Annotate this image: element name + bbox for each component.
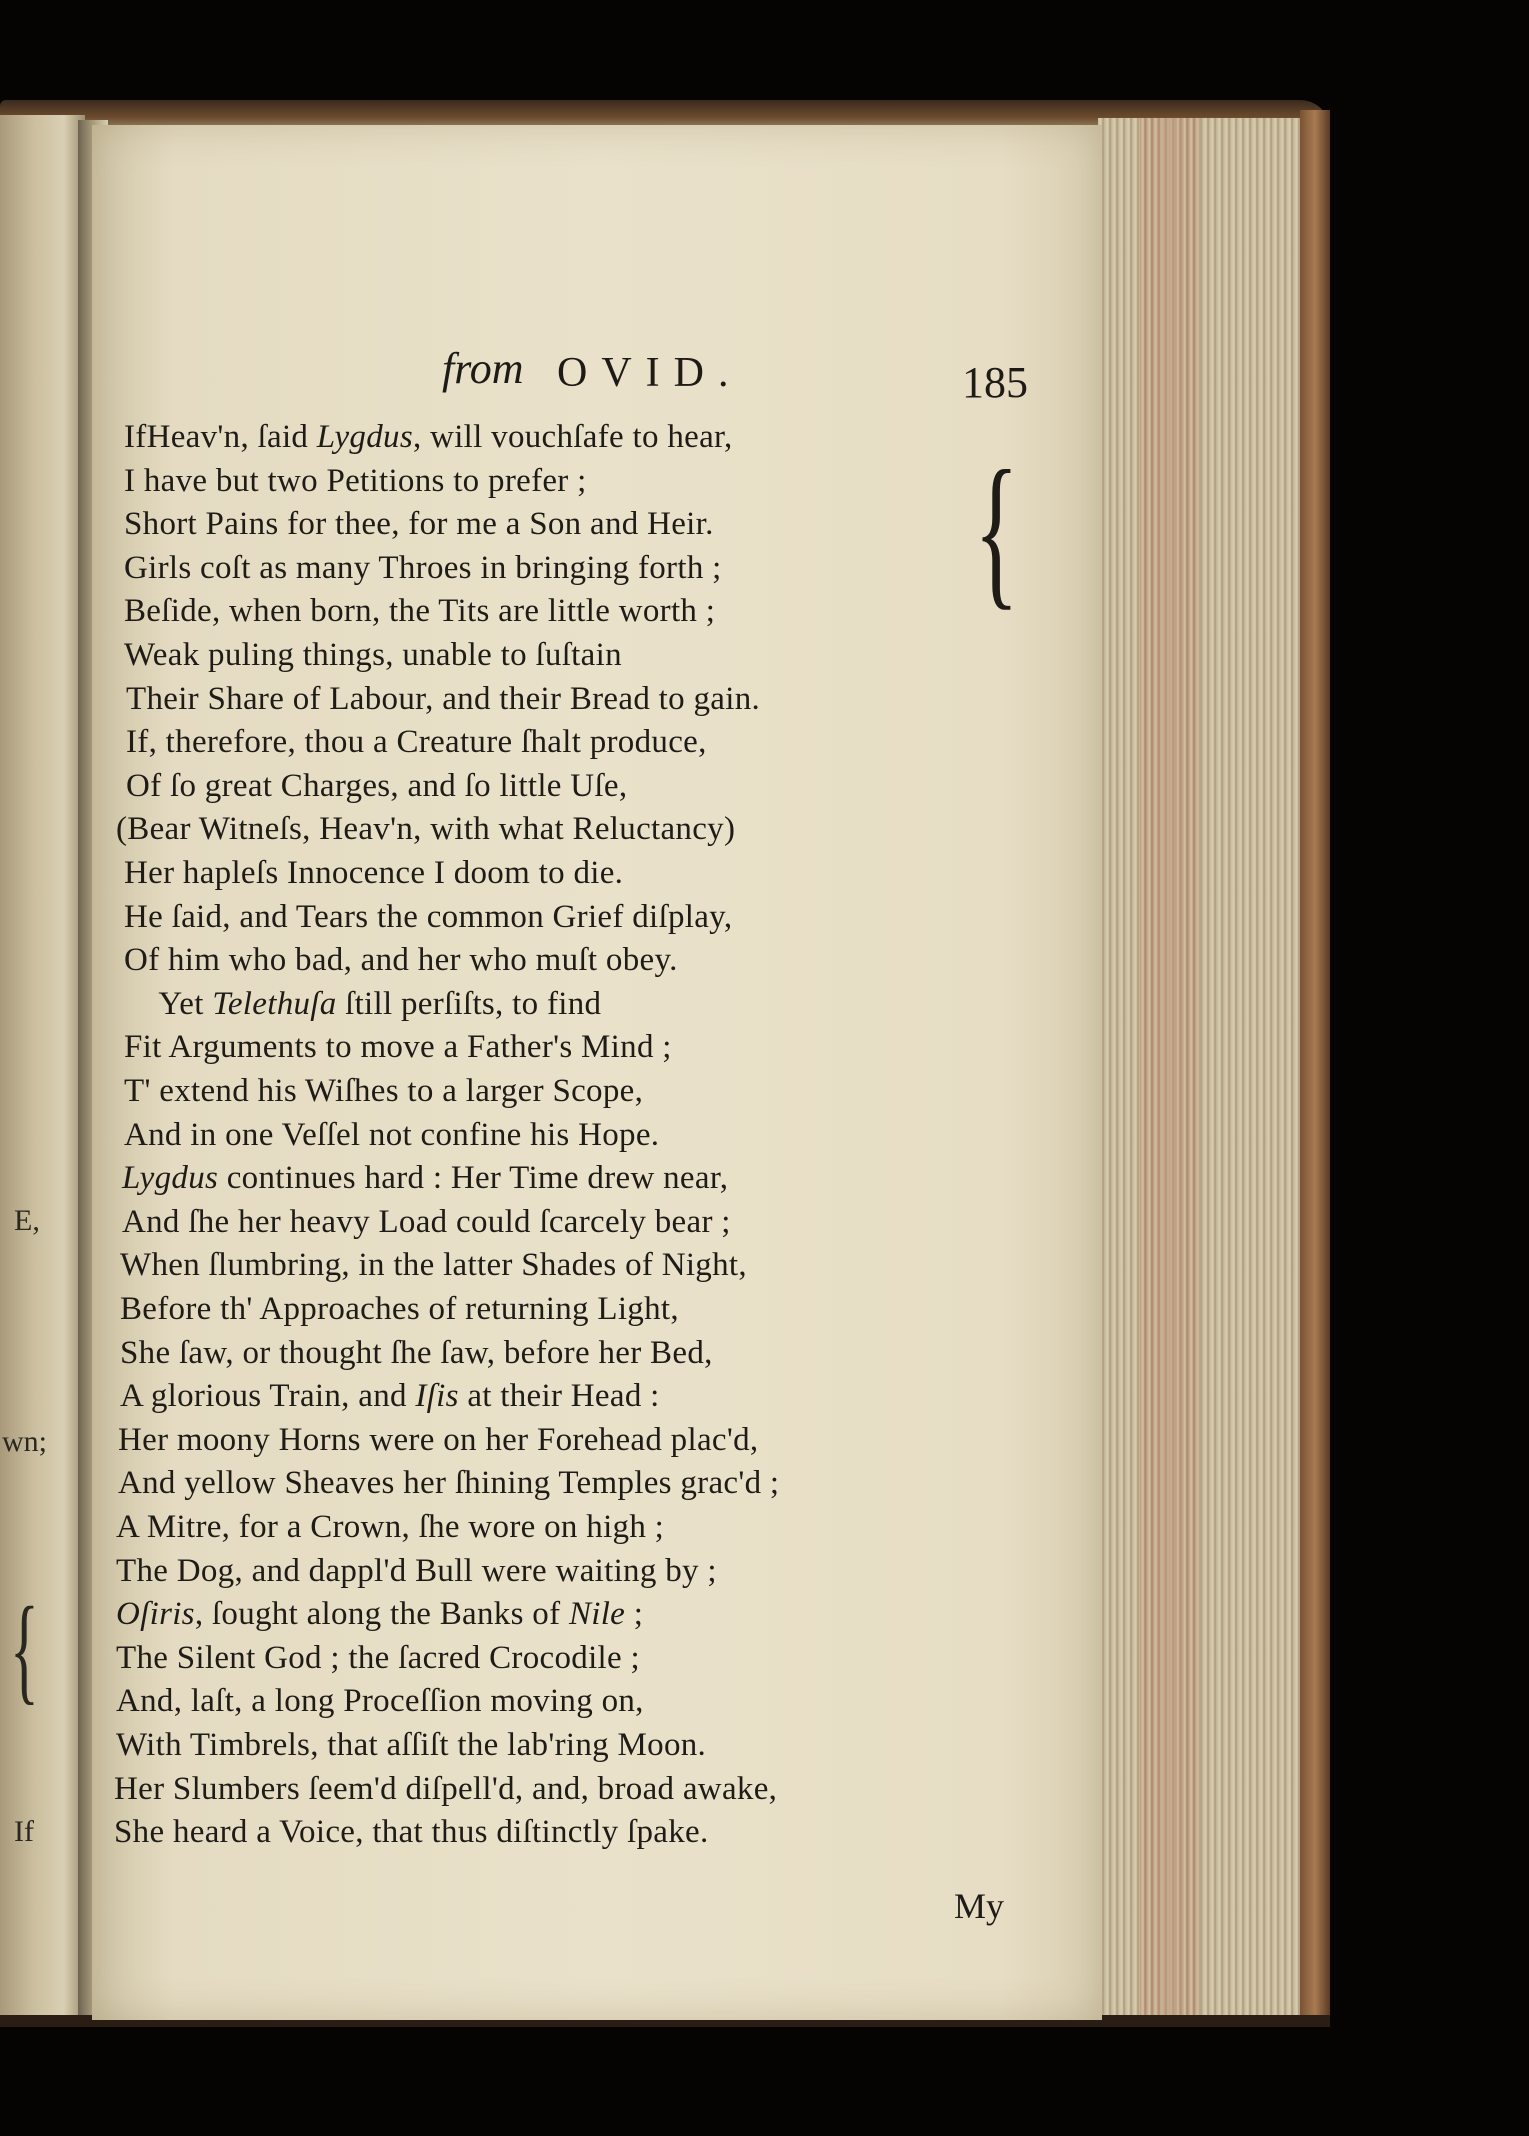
poem-text-segment: With Timbrels, that aſſiſt the lab'ring Moon. (116, 1727, 707, 1763)
cover-edge (1300, 110, 1330, 2025)
poem-text-segment: When ſlumbring, in the latter Shades of Night, (120, 1247, 747, 1284)
poem-line (124, 1113, 659, 1157)
poem-text-segment: Her hapleſs Innocence I doom to die. (124, 855, 624, 891)
running-head-from: from (442, 344, 524, 393)
poem-italic-name: Lygdus (316, 419, 413, 455)
poem-line (124, 895, 732, 939)
poem-italic-name: Lygdus (122, 1160, 219, 1197)
poem-line (120, 1374, 660, 1418)
poem-text-segment: And in one Veſſel not confine his Hope. (124, 1116, 660, 1153)
poem-line (124, 1025, 672, 1069)
catchword: My (954, 1886, 1005, 1926)
poem-line (116, 1679, 644, 1723)
poem-text-segment: Beſide, when born, the Tits are little worth ; (124, 593, 716, 630)
poem-text-segment: And yellow Sheaves her ſhining Temples grac'd ; (118, 1465, 780, 1502)
poem-line (124, 546, 722, 590)
poem-text-segment: Fit Arguments to move a Father's Mind ; (124, 1029, 672, 1066)
poem-line (124, 589, 715, 633)
poem-text-segment: Before th' Approaches of returning Light, (120, 1291, 679, 1327)
poem-line (126, 677, 760, 721)
poem-line (116, 1592, 643, 1636)
poem-line (126, 764, 627, 808)
running-head-author: OVID. (557, 350, 743, 396)
left-page-fragment-e: E, (14, 1204, 40, 1237)
poem-text-segment: Her moony Horns were on her Forehead plac'd, (118, 1421, 759, 1458)
poem-text-segment: A Mitre, for a Crown, ſhe wore on high ; (116, 1509, 665, 1545)
poem-line (118, 1461, 779, 1505)
poem-text-segment: The Silent God ; the ſacred Crocodile ; (116, 1639, 640, 1676)
poem-line (124, 851, 623, 895)
poem-italic-name: Iſis (415, 1378, 459, 1415)
poem-text-segment: Girls coſt as many Throes in bringing forth ; (124, 549, 722, 586)
poem-line (124, 502, 714, 546)
poem-line (122, 1156, 728, 1200)
poem-text-segment: Her Slumbers ſeem'd diſpell'd, and, broad awake, (114, 1770, 778, 1807)
previous-page (0, 115, 85, 2020)
poem-italic-name: Nile (568, 1596, 626, 1633)
triplet-brace: { (974, 436, 1019, 624)
poem-text-segment: at their Head : (458, 1378, 660, 1415)
poem-text-segment: IfHeav'n, ſaid (124, 419, 317, 455)
poem-text-segment: continues hard : Her Time drew near, (218, 1160, 729, 1197)
poem-line (124, 415, 733, 459)
page-number: 185 (962, 358, 1028, 407)
poem-line (124, 938, 678, 982)
poem-text-segment: ; (625, 1596, 644, 1633)
poem-line (120, 1287, 679, 1331)
poem-text-segment: The Dog, and dappl'd Bull were waiting by ; (116, 1552, 717, 1589)
red-edge-stain (1140, 118, 1200, 2023)
poem-text-segment: And, laſt, a long Proceſſion moving on, (116, 1683, 644, 1720)
poem-line (124, 459, 587, 503)
poem-text-segment: And ſhe her heavy Load could ſcarcely bear ; (122, 1203, 731, 1240)
left-page-catchword: If (14, 1815, 34, 1848)
poem-line (114, 1767, 777, 1811)
poem-text-segment: T' extend his Wiſhes to a larger Scope, (124, 1073, 644, 1109)
poem-line (120, 1331, 713, 1375)
poem-line (116, 1549, 717, 1593)
poem-line (124, 633, 622, 677)
poem-text-segment: Yet (134, 985, 213, 1022)
poem-text-segment: Of him who bad, and her who muſt obey. (124, 942, 678, 979)
poem-text-segment: I have but two Petitions to prefer ; (124, 462, 587, 499)
poem-text-segment: A glorious Train, and (120, 1378, 416, 1415)
poem-text-segment: (Bear Witneſs, Heav'n, with what Reluctancy) (116, 811, 736, 848)
poem-text-segment: If, therefore, thou a Creature ſhalt produce, (126, 724, 707, 761)
poem-text-segment: He ſaid, and Tears the common Grief diſplay, (124, 898, 733, 935)
left-page-brace: { (10, 1582, 39, 1715)
poem-line (116, 1636, 640, 1680)
poem-line (116, 807, 735, 851)
book-page (92, 125, 1102, 2020)
poem-line (114, 1810, 709, 1854)
poem-text-segment: She heard a Voice, that thus diſtinctly ſpake. (114, 1814, 709, 1851)
poem-italic-name: Oſiris (116, 1596, 195, 1633)
poem-line (120, 1243, 747, 1287)
poem-text-segment: She ſaw, or thought ſhe ſaw, before her Bed, (120, 1334, 713, 1371)
poem-text-segment: Weak puling things, unable to ſuſtain (124, 637, 622, 673)
poem-text-segment: ſtill perſiſts, to find (336, 985, 602, 1022)
poem-line (126, 720, 707, 764)
poem-text-segment: , ſought along the Banks of (194, 1596, 569, 1633)
poem-line (134, 982, 601, 1026)
poem-line (124, 1069, 643, 1113)
poem-line (116, 1505, 664, 1549)
left-page-fragment-wn: wn; (2, 1425, 47, 1458)
poem-line (116, 1723, 706, 1767)
poem-line (122, 1200, 731, 1244)
poem-text-segment: Their Share of Labour, and their Bread to gain. (126, 680, 761, 717)
poem-italic-name: Telethuſa (212, 985, 337, 1022)
poem-text-segment: Short Pains for thee, for me a Son and Heir. (124, 506, 714, 543)
poem-text-segment: Of ſo great Charges, and ſo little Uſe, (126, 767, 628, 804)
page-block-edges (1098, 118, 1326, 2023)
poem-line (118, 1418, 758, 1462)
poem-text-segment: , will vouchſafe to hear, (412, 419, 733, 455)
